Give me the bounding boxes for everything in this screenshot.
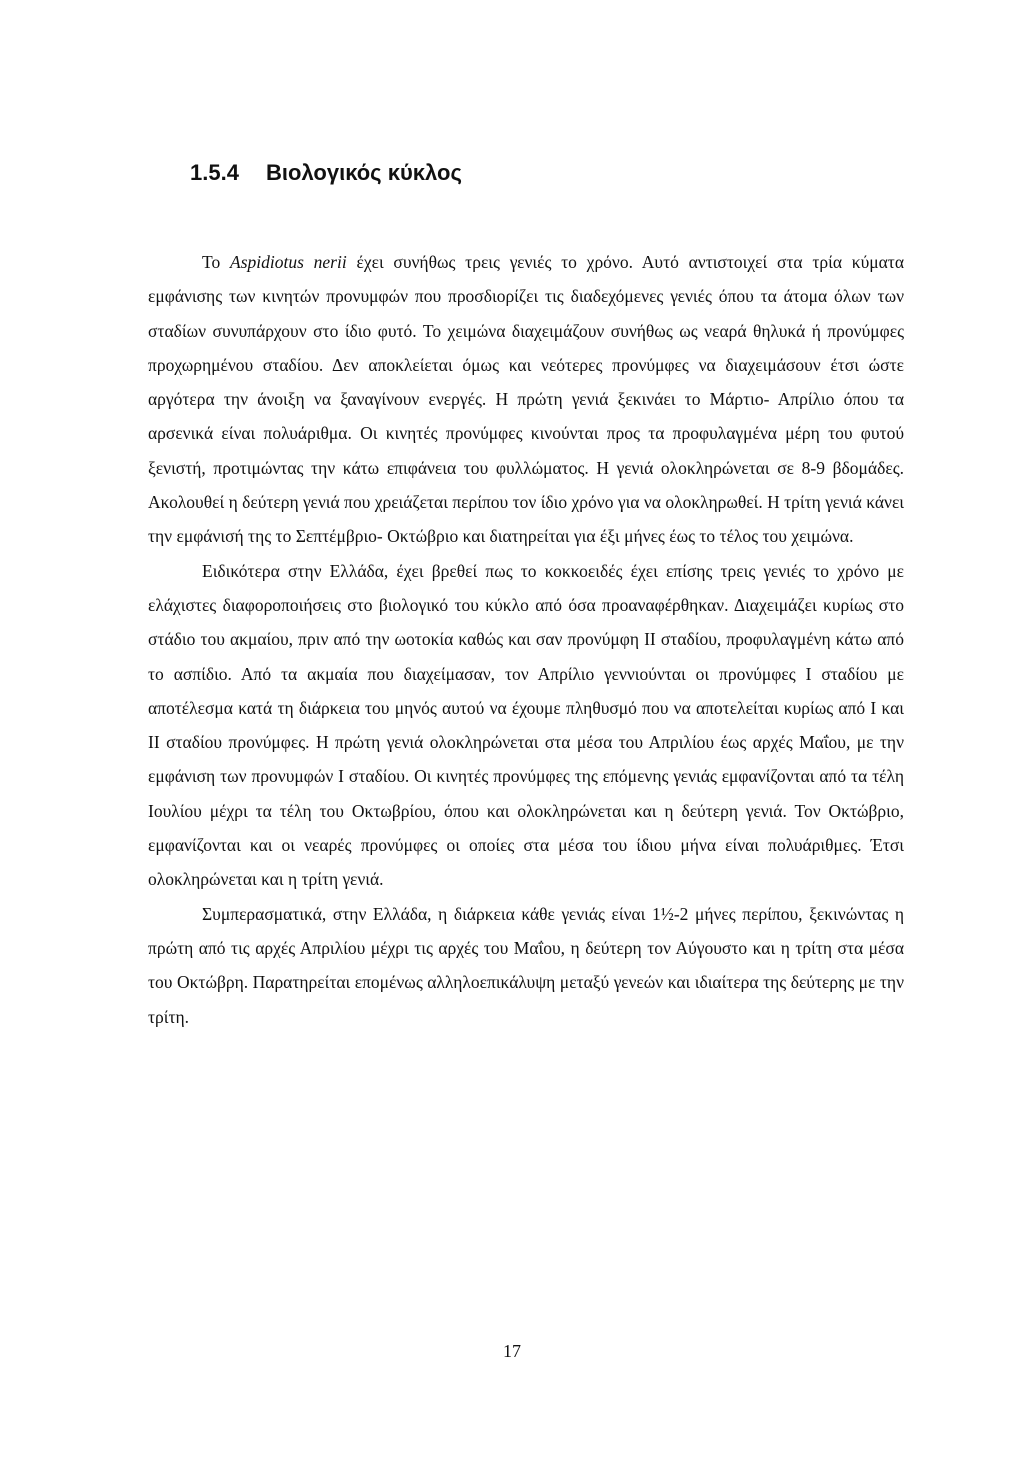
- section-number: 1.5.4: [190, 160, 239, 185]
- paragraph-3: Συμπερασματικά, στην Ελλάδα, η διάρκεια κάθε γενιάς είναι 1½-2 μήνες περίπου, ξεκινώντας η πρώτη από τις αρχές Απριλίου μέχρι τις αρχές του Μαΐου, η δεύτερη τον Αύγουστο και η τρίτη στα μέσα του Οκτώβρη. Παρατηρείται επομένως αλληλοεπικάλυψη μεταξύ γενεών και ιδιαίτερα της δεύτερης με την τρίτη.: [148, 903, 904, 1027]
- paragraph-2: Ειδικότερα στην Ελλάδα, έχει βρεθεί πως το κοκκοειδές έχει επίσης τρεις γενιές το χρόνο με ελάχιστες διαφοροποιήσεις στο βιολογικό του κύκλο από όσα προαναφέρθηκαν. Διαχειμάζει κυρίως στο στάδιο του ακμαίου, πριν από την ωοτοκία καθώς και σαν προνύμφη II σταδίου, προφυλαγμένη κάτω από το ασπίδιο. Από τα ακμαία που διαχείμασαν, τον Απρίλιο γεννιούνται οι προνύμφες I σταδίου με αποτέλεσμα κατά τη διάρκεια του μηνός αυτού να έχουμε πληθυσμό που να αποτελείται κυρίως από I και II σταδίου προνύμφες. Η πρώτη γενιά ολοκληρώνεται στα μέσα του Απριλίου έως αρχές Μαΐου, με την εμφάνιση των προνυμφών I σταδίου. Οι κινητές προνύμφες της επόμενης γενιάς εμφανίζονται από τα τέλη Ιουλίου μέχρι τα τέλη του Οκτωβρίου, όπου και ολοκληρώνεται και η δεύτερη γενιά. Τον Οκτώβριο, εμφανίζονται και οι νεαρές προνύμφες οι οποίες στα μέσα του ίδιου μήνα είναι πολυάριθμες. Έτσι ολοκληρώνεται και η τρίτη γενιά.: [148, 560, 904, 890]
- section-title: Βιολογικός κύκλος: [266, 160, 462, 185]
- paragraph-1: [148, 245, 904, 554]
- body-text: [148, 245, 904, 1034]
- paragraph-1-text: έχει συνήθως τρεις γενιές το χρόνο. Αυτό αντιστοιχεί στα τρία κύματα εμφάνισης των κινητών προνυμφών που προσδιορίζει τις διαδεχόμενες γενιές όπου τα άτομα όλων των σταδίων συνυπάρχουν στο ίδιο φυτό. Το χειμώνα διαχειμάζουν συνήθως ως νεαρά θηλυκά ή προνύμφες προχωρημένου σταδίου. Δεν αποκλείεται όμως και νεότερες προνύμφες να διαχειμάσουν έτσι ώστε αργότερα την άνοιξη να ξαναγίνουν ενεργές. Η πρώτη γενιά ξεκινάει το Μάρτιο- Απρίλιο όπου τα αρσενικά είναι πολυάριθμα. Οι κινητές προνύμφες κινούνται προς τα προφυλαγμένα μέρη του φυτού ξενιστή, προτιμώντας την κάτω επιφάνεια του φυλλώματος. Η γενιά ολοκληρώνεται σε 8-9 βδομάδες. Ακολουθεί η δεύτερη γενιά που χρειάζεται περίπου τον ίδιο χρόνο για να ολοκληρωθεί. Η τρίτη γενιά κάνει την εμφάνισή της το Σεπτέμβριο- Οκτώβριο και διατηρείται για έξι μήνες έως το τέλος του χειμώνα.: [148, 252, 904, 547]
- species-name: Aspidiotus nerii: [230, 252, 347, 272]
- paragraph-1-lead: Το: [202, 252, 230, 272]
- page-number: 17: [503, 1341, 521, 1361]
- section-heading: [190, 158, 462, 188]
